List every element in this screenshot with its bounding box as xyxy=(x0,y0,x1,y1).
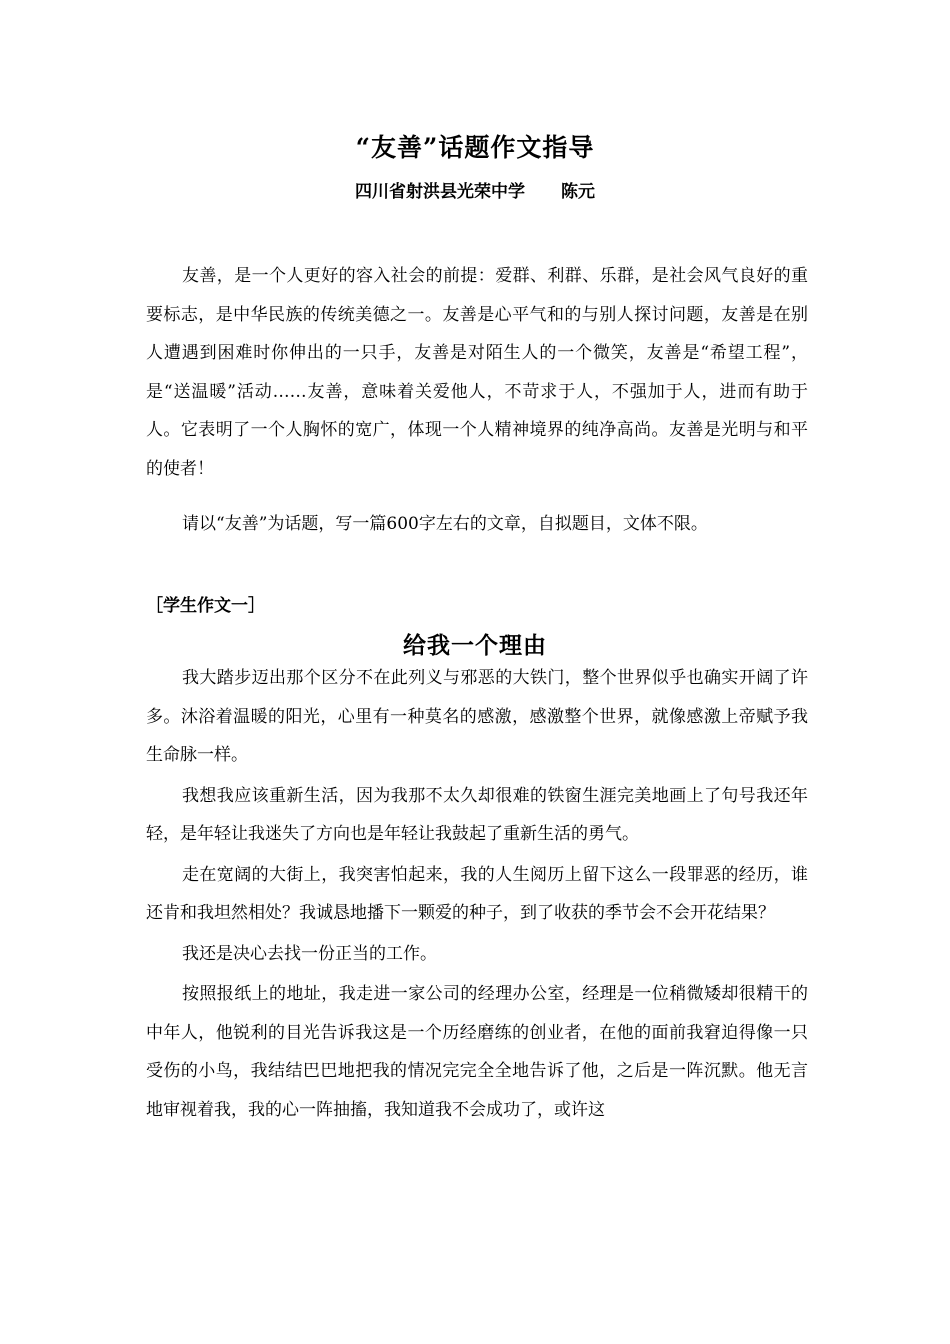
essay-paragraph: 我还是决心去找一份正当的工作。 xyxy=(182,943,437,964)
author-school: 四川省射洪县光荣中学 xyxy=(355,182,525,202)
essay-paragraph: 按照报纸上的地址，我走进一家公司的经理办公室，经理是一位稍微矮却很精干的中年人，他锐利的目光告诉我这是一个历经磨练的创业者，在他的面前我窘迫得像一只受伤的小鸟，我结结巴巴地把我的情况完完全全地告诉了他，之后是一阵沉默。他无言地审视着我，我的心一阵抽搐，我知道我不会成功了，或许这 xyxy=(146,984,808,1120)
intro-section xyxy=(146,257,808,488)
essay-paragraph: 走在宽阔的大街上，我突害怕起来，我的人生阅历上留下这么一段罪恶的经历，谁还肯和我坦然相处？我诚恳地播下一颗爱的种子，到了收获的季节会不会开花结果？ xyxy=(146,864,808,923)
essay-paragraph: 我大踏步迈出那个区分不在此列义与邪恶的大铁门，整个世界似乎也确实开阔了许多。沐浴着温暖的阳光，心里有一种莫名的感激，感激整个世界，就像感激上帝赋予我生命脉一样。 xyxy=(146,668,808,765)
essay-label: ［学生作文一］ xyxy=(146,596,265,616)
prompt-section xyxy=(146,505,808,544)
writing-prompt: 请以“友善”为话题，写一篇600字左右的文章，自拟题目，文体不限。 xyxy=(182,514,708,534)
intro-paragraph: 友善，是一个人更好的容入社会的前提：爱群、利群、乐群，是社会风气良好的重要标志，是中华民族的传统美德之一。友善是心平气和的与别人探讨问题，友善是在别人遭遇到困难时你伸出的一只手，友善是对陌生人的一个微笑，友善是“希望工程”，是“送温暖”活动……友善，意味着关爱他人，不苛求于人，不强加于人，进而有助于人。它表明了一个人胸怀的宽广，体现一个人精神境界的纯净高尚。友善是光明与和平的使者！ xyxy=(146,266,808,479)
essay-body xyxy=(146,659,808,1131)
author-name: 陈元 xyxy=(561,182,595,202)
essay-paragraph: 我想我应该重新生活，因为我那不太久却很难的铁窗生涯完美地画上了句号我还年轻，是年轻让我迷失了方向也是年轻让我鼓起了重新生活的勇气。 xyxy=(146,785,808,844)
essay-title: 给我一个理由 xyxy=(403,632,547,659)
document-title: “友善”话题作文指导 xyxy=(355,133,595,162)
author-byline xyxy=(0,178,950,206)
